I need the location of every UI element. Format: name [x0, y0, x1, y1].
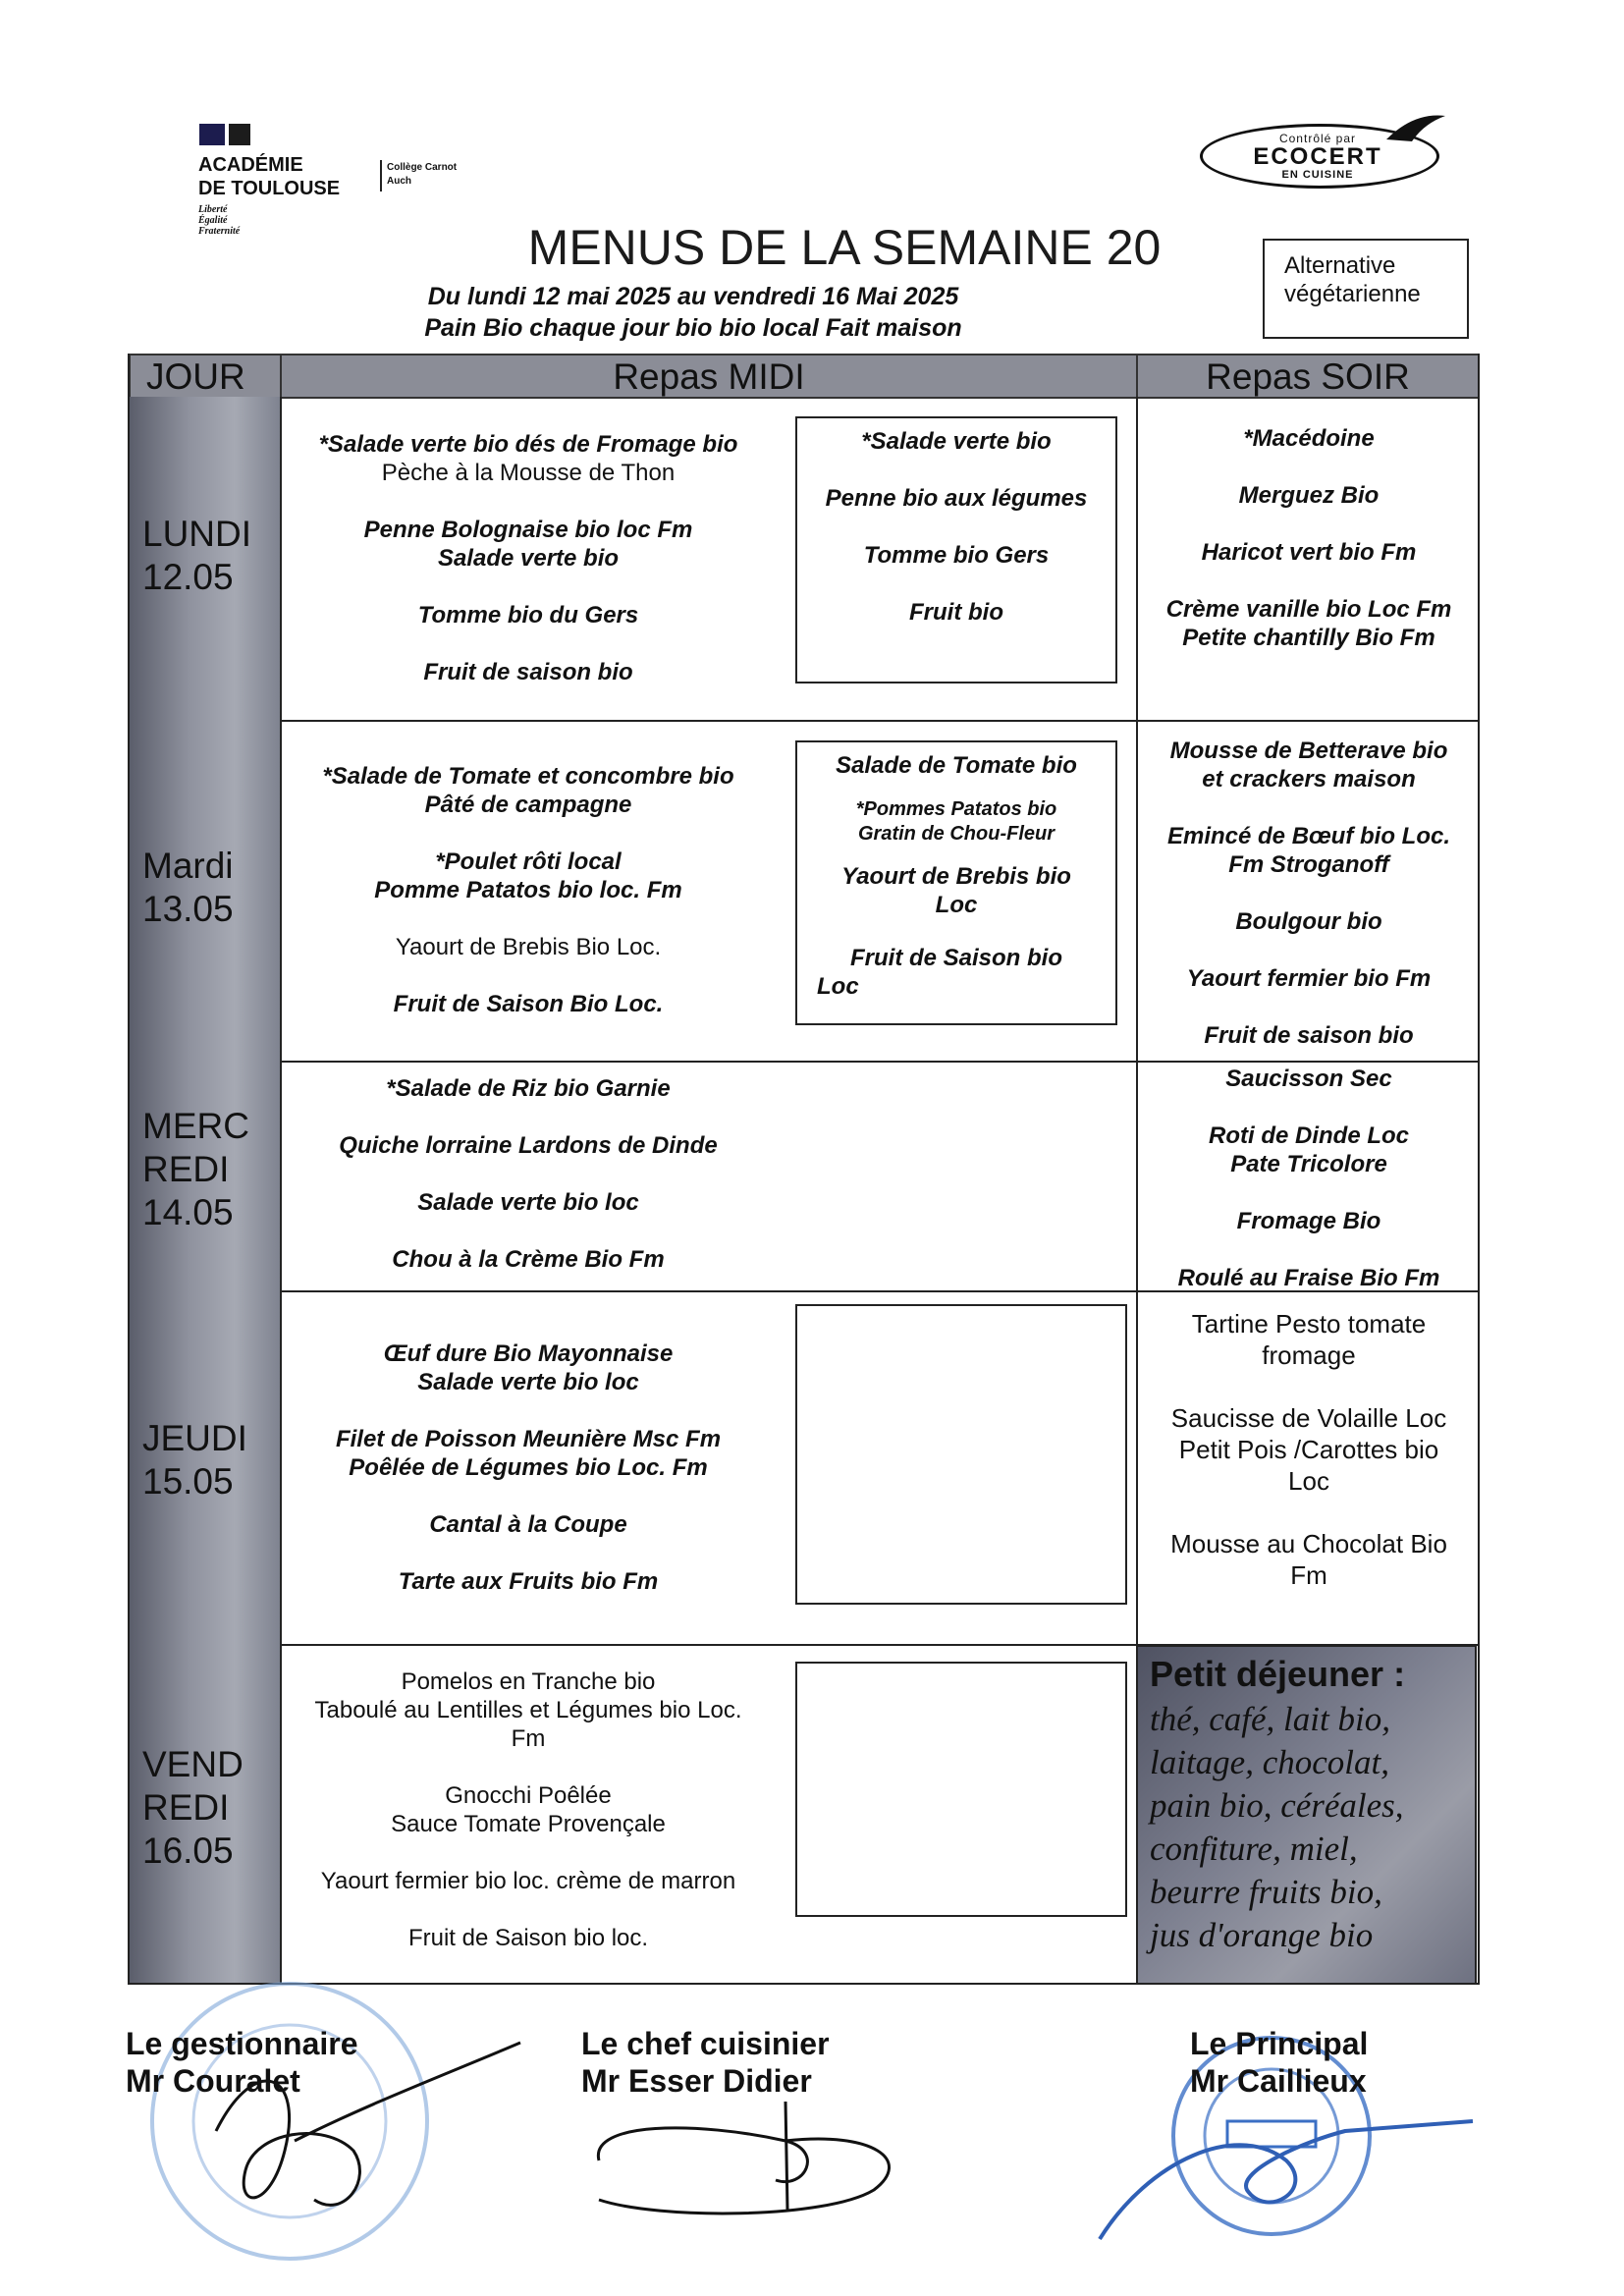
college-separator — [380, 160, 382, 191]
menu-lundi-soir: *Macédoine Merguez Bio Haricot vert bio Fm Crème vanille bio Loc Fm Petite chantilly Bio Fm — [1165, 425, 1452, 651]
page-title: MENUS DE LA SEMAINE 20 — [527, 220, 1162, 275]
day-lundi: LUNDI 12.05 — [129, 397, 282, 721]
ecocert-controlled: Contrôlé par — [1278, 132, 1357, 145]
chef-role: Le chef cuisinier — [581, 2026, 830, 2061]
republic-flag-logo — [199, 124, 252, 145]
table-border-left — [128, 354, 130, 1985]
col-header-midi: Repas MIDI — [280, 354, 1138, 399]
bread-note: Pain Bio chaque jour bio bio local Fait maison — [424, 314, 962, 342]
ecocert-brand: ECOCERT — [1253, 143, 1382, 170]
row-divider — [280, 1061, 1480, 1063]
devise: Liberté Égalité Fraternité — [198, 204, 241, 237]
day-mercredi: MERC REDI 14.05 — [129, 1062, 282, 1291]
menu-lundi-veg: *Salade verte bio Penne bio aux légumes Tomme bio Gers Fruit bio — [825, 428, 1088, 626]
col-header-jour: JOUR — [129, 354, 282, 399]
principal-signature — [1070, 2102, 1483, 2249]
gestionnaire-signature — [177, 2013, 540, 2249]
petit-dejeuner-list: thé, café, lait bio, laitage, chocolat, pain bio, céréales, confiture, miel, beurre fruits bio, jus d'orange bio — [1150, 1700, 1404, 1954]
table-border-right — [1478, 354, 1480, 1985]
menu-mardi-soir: Mousse de Betterave bio et crackers maison Emincé de Bœuf bio Loc. Fm Stroganoff Boulgour bio Yaourt fermier bio Fm Fruit de saison bio — [1166, 738, 1450, 1049]
principal-role: Le Principal — [1190, 2026, 1369, 2061]
vegetarian-legend-box: Alternative végétarienne — [1263, 239, 1469, 339]
menu-mardi-veg: Salade de Tomate bio *Pommes Patatos bio Gratin de Chou-Fleur Yaourt de Brebis bio Loc Fruit de Saison bio Loc — [817, 752, 1077, 1000]
ecocert-en-cuisine: EN CUISINE — [1281, 169, 1354, 181]
gestionnaire-name: Mr Couralet — [126, 2063, 300, 2099]
gestionnaire-role: Le gestionnaire — [126, 2026, 358, 2061]
principal-name: Mr Caillieux — [1190, 2063, 1367, 2099]
day-vendredi: VEND REDI 16.05 — [129, 1645, 282, 1985]
chef-signature — [579, 2082, 933, 2239]
menu-jeudi-soir: Tartine Pesto tomate fromage Saucisse de Volaille Loc Petit Pois /Carottes bio Loc Mousse au Chocolat Bio Fm — [1170, 1309, 1447, 1590]
row-divider — [280, 720, 1480, 722]
date-range: Du lundi 12 mai 2025 au vendredi 16 Mai 2025 — [427, 283, 959, 310]
menu-mardi-midi: *Salade de Tomate et concombre bio Pâté de campagne *Poulet rôti local Pomme Patatos bio loc. Fm Yaourt de Brebis Bio Loc. Fruit de Saison Bio Loc. — [322, 763, 734, 1017]
day-mardi: Mardi 13.05 — [129, 721, 282, 1062]
petit-dejeuner-title: Petit déjeuner : — [1150, 1654, 1406, 1694]
college-name: Collège Carnot Auch — [387, 162, 458, 187]
principal-signature-block — [1190, 2025, 1368, 2100]
chef-name: Mr Esser Didier — [581, 2063, 812, 2099]
academie-logo-text: ACADÉMIE DE TOULOUSE — [198, 154, 341, 199]
ecocert-logo — [1188, 110, 1447, 194]
veg-box-jeudi-empty — [795, 1304, 1127, 1605]
day-jeudi: JEUDI 15.05 — [129, 1291, 282, 1645]
petit-dejeuner-box — [1136, 1645, 1477, 1985]
column-divider-soir — [1136, 397, 1138, 1645]
menu-jeudi-midi: Œuf dure Bio Mayonnaise Salade verte bio loc Filet de Poisson Meunière Msc Fm Poêlée de Légumes bio Loc. Fm Cantal à la Coupe Tarte aux Fruits bio Fm — [335, 1340, 722, 1595]
menu-lundi-midi: *Salade verte bio dés de Fromage bio Pèche à la Mousse de Thon Penne Bolognaise bio loc Fm Salade verte bio Tomme bio du Gers Fruit de saison bio — [318, 431, 738, 685]
veg-box-vendredi-empty — [795, 1662, 1127, 1917]
col-header-soir: Repas SOIR — [1136, 354, 1480, 399]
menu-mercredi-midi: *Salade de Riz bio Garnie Quiche lorraine Lardons de Dinde Salade verte bio loc Chou à la Crème Bio Fm — [339, 1075, 718, 1273]
menu-mercredi-soir: Saucisson Sec Roti de Dinde Loc Pate Tricolore Fromage Bio Roulé au Fraise Bio Fm — [1177, 1066, 1440, 1291]
menu-vendredi-midi: Pomelos en Tranche bio Taboulé au Lentilles et Légumes bio Loc. Fm Gnocchi Poêlée Sauce Tomate Provençale Yaourt fermier bio loc. crème de marron Fruit de Saison bio loc. — [314, 1668, 742, 1951]
